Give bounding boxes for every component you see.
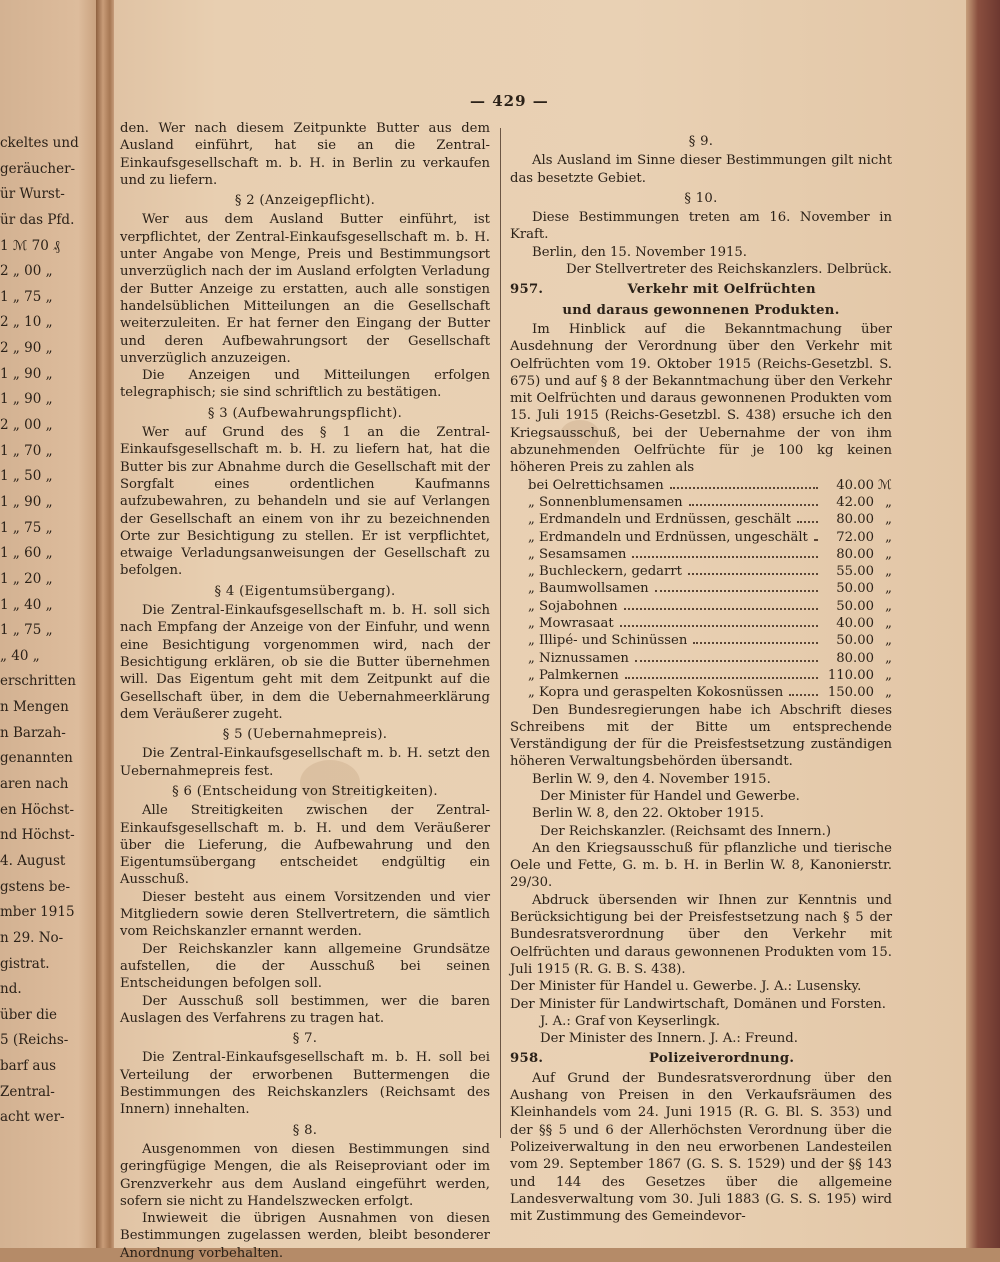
decree-957-signature: Der Minister für Handel und Gewerbe. <box>540 788 800 804</box>
price-row <box>510 632 892 649</box>
decree-958-title <box>510 1050 892 1067</box>
decree-957-date: Berlin W. 9, den 4. November 1915. <box>532 771 771 787</box>
decree-957-paragraph: Im Hinblick auf die Bekanntmachung über Ausdehnung der Verordnung über den Verkehr mit Oelfrüchten vom 19. Oktober 1915 (Reichs-Gesetzbl. S. 675) und auf § 8 der Bekanntmachung über den Verkehr mit Oelfrüchten und daraus gewonnenen Produkten vom 15. Juli 1915 (Reichs-Gesetzbl. S. 438) ersuche ich den Kriegsausschuß, bei der Uebernahme der von ihm abzunehmenden Oelfrüchte für je 100 kg keinen höheren Preis zu zahlen als <box>510 321 892 476</box>
section-6-paragraph: Alle Streitigkeiten zwischen der Zentral-Einkaufsgesellschaft m. b. H. und dem Veräußerer über die Lieferung, die Aufbewahrung und den Eigentumsübergang entscheidet endgültig ein Ausschuß. <box>120 803 490 888</box>
price-row <box>510 615 892 632</box>
section-4-heading: § 4 (Eigentumsübergang). <box>214 583 396 599</box>
left-page-fragment-line: n Mengen <box>0 699 69 716</box>
price-item-unit: „ <box>885 685 892 701</box>
left-page-fragment-line: 1 „ 75 „ <box>0 622 53 639</box>
section-5-paragraph: Die Zentral-Einkaufsgesellschaft m. b. H. setzt den Uebernahmepreis fest. <box>120 746 490 779</box>
section-10-paragraph: Diese Bestimmungen treten am 16. November in Kraft. <box>510 210 892 243</box>
left-page-fragment-line: ckeltes und <box>0 135 79 151</box>
price-row <box>510 580 892 597</box>
left-page-fragment-line: über die <box>0 1006 58 1023</box>
section-8-heading: § 8. <box>292 1122 318 1138</box>
page-number: — 429 — <box>470 92 549 110</box>
price-item-value: 80.00 <box>836 546 874 562</box>
price-item-unit: „ <box>885 633 892 649</box>
price-item-name: „ Baumwollsamen <box>528 581 649 597</box>
price-item-value: 72.00 <box>836 529 874 545</box>
decree-957-title-line1: Verkehr mit Oelfrüchten <box>627 282 816 298</box>
price-item-unit: „ <box>885 512 892 528</box>
left-page-fragment-line: gstens be- <box>0 878 71 895</box>
price-item-value: 50.00 <box>836 598 874 614</box>
left-page-fragment-line: n 29. No- <box>0 929 64 946</box>
left-page-fragment-line: geräucher- <box>0 160 76 177</box>
left-page-fragment-line: barf aus <box>0 1058 57 1075</box>
decree-957-signature: Der Minister für Landwirtschaft, Domänen und Forsten. <box>510 996 886 1012</box>
left-page-fragment-line: 1 „ 75 „ <box>0 519 53 536</box>
section-6-paragraph: Der Reichskanzler kann allgemeine Grundsätze aufstellen, die der Ausschuß bei seinen Entscheidungen befolgen soll. <box>120 941 490 992</box>
decree-957-paragraph: Den Bundesregierungen habe ich Abschrift dieses Schreibens mit der Bitte um entsprechende Verständigung der für die Preisfestsetzung zuständigen höheren Verwaltungsbehörden übersandt. <box>510 702 892 770</box>
left-page-fragment-line: Zentral- <box>0 1083 55 1100</box>
price-item-unit: „ <box>885 529 892 545</box>
price-item-value: 50.00 <box>836 581 874 597</box>
price-row <box>510 684 892 701</box>
price-item-value: 40.00 <box>836 616 874 632</box>
price-item-name: „ Erdmandeln und Erdnüssen, geschält <box>528 512 791 528</box>
left-page-fragment-line: 1 „ 70 „ <box>0 442 53 459</box>
left-page-fragment-line: 2 „ 10 „ <box>0 314 53 331</box>
left-page-fragment-line: 4. August <box>0 852 66 869</box>
decree-957-signature: Der Minister für Handel u. Gewerbe. J. A.: Lusensky. <box>510 979 862 995</box>
left-page-fragment-line: genannten <box>0 750 73 767</box>
left-page-fragment-line: n Barzah- <box>0 724 66 741</box>
section-10-heading: § 10. <box>684 190 718 206</box>
left-column <box>120 120 490 1262</box>
left-page-fragment-line: 1 ℳ 70 ₰ <box>0 237 60 254</box>
decree-957-signature: J. A.: Graf von Keyserlingk. <box>540 1013 721 1029</box>
price-item-name: „ Kopra und geraspelten Kokosnüssen <box>528 685 784 701</box>
decree-957-number: 957. <box>510 282 544 298</box>
price-item-name: „ Mowrasaat <box>528 616 614 632</box>
price-row <box>510 494 892 511</box>
section-8-paragraph: Ausgenommen von diesen Bestimmungen sind geringfügige Mengen, die als Reiseproviant oder im Grenzverkehr aus dem Ausland eingeführt werden, sofern sie nicht zu Handelszwecken erfolgt. <box>120 1141 490 1209</box>
price-item-unit: „ <box>885 667 892 683</box>
dot-leader <box>814 539 818 541</box>
price-item-value: 150.00 <box>827 685 874 701</box>
section-3-paragraph: Wer auf Grund des § 1 an die Zentral-Einkaufsgesellschaft m. b. H. zu liefern hat, hat die Butter bis zur Abnahme durch die Gesellschaft mit der Sorgfalt eines ordentlichen Kaufmanns aufzubewahren, zu behandeln und sie auf Verlangen der Gesellschaft an einem von ihr zu bezeichnenden Orte zur Besichtigung zu stellen. Er ist verpflichtet, etwaige Verladungsanweisungen der Gesellschaft zu befolgen. <box>120 425 490 579</box>
dot-leader <box>620 625 818 627</box>
price-item-name: „ Sojabohnen <box>528 598 618 614</box>
price-item-value: 50.00 <box>836 633 874 649</box>
left-page-fragment-line: 5 (Reichs- <box>0 1032 69 1049</box>
price-item-unit: „ <box>885 494 892 510</box>
price-item-value: 80.00 <box>836 512 874 528</box>
section-9-paragraph: Als Ausland im Sinne dieser Bestimmungen gilt nicht das besetzte Gebiet. <box>510 153 892 186</box>
price-item-name: „ Sonnenblumensamen <box>528 494 683 510</box>
left-page-fragment-line: mber 1915 <box>0 904 75 921</box>
left-page-fragment-line: 2 „ 00 „ <box>0 417 53 434</box>
price-item-value: 40.00 <box>836 477 874 493</box>
price-list <box>510 477 892 702</box>
left-page-fragment-line: 1 „ 50 „ <box>0 468 53 485</box>
left-page-fragment-line: „ 40 „ <box>0 647 40 664</box>
price-item-name: „ Erdmandeln und Erdnüssen, ungeschält <box>528 529 808 545</box>
price-item-unit: „ <box>885 581 892 597</box>
decree-957-paragraph: Abdruck übersenden wir Ihnen zur Kenntnis und Berücksichtigung bei der Preisfestsetzung nach § 5 der Bundesratsverordnung über den Verkehr mit Oelfrüchten und daraus gewonnenen Produkten vom 15. Juli 1915 (R. G. B. S. 438). <box>510 892 892 977</box>
left-page-fragment-line: ür das Pfd. <box>0 211 75 228</box>
right-column <box>510 130 892 1225</box>
section-7-heading: § 7. <box>292 1031 318 1047</box>
column-divider <box>500 128 501 1138</box>
dot-leader <box>624 608 818 610</box>
section-10-date: Berlin, den 15. November 1915. <box>532 244 747 260</box>
decree-957-title <box>510 281 892 298</box>
price-item-name: „ Buchleckern, gedarrt <box>528 564 682 580</box>
dot-leader <box>789 694 818 696</box>
dot-leader <box>632 556 818 558</box>
section-9-heading: § 9. <box>688 134 714 149</box>
dot-leader <box>693 642 818 644</box>
section-6-paragraph: Der Ausschuß soll bestimmen, wer die baren Auslagen des Verfahrens zu tragen hat. <box>120 993 490 1026</box>
section-6-heading: § 6 (Entscheidung von Streitigkeiten). <box>172 783 438 799</box>
dot-leader <box>635 660 818 662</box>
price-item-unit: „ <box>885 564 892 580</box>
dot-leader <box>689 504 818 506</box>
left-page-fragment-line: nd Höchst- <box>0 827 75 844</box>
price-row <box>510 546 892 563</box>
left-page-fragment-line: 1 „ 90 „ <box>0 493 53 510</box>
price-row <box>510 563 892 580</box>
price-row <box>510 598 892 615</box>
price-row <box>510 529 892 546</box>
price-item-unit: ℳ <box>877 477 892 493</box>
price-item-name: bei Oelrettichsamen <box>528 477 664 493</box>
decree-957-date: Berlin W. 8, den 22. Oktober 1915. <box>532 806 764 822</box>
left-page-fragment-line: 1 „ 20 „ <box>0 570 53 587</box>
price-item-unit: „ <box>885 546 892 562</box>
left-page-fragment-line: gistrat. <box>0 955 50 972</box>
price-row <box>510 650 892 667</box>
decree-957-title-line2: und daraus gewonnenen Produkten. <box>562 302 840 318</box>
decree-958-number: 958. <box>510 1051 544 1067</box>
section-2-paragraph: Die Anzeigen und Mitteilungen erfolgen telegraphisch; sie sind schriftlich zu bestätigen. <box>120 368 490 401</box>
left-page-fragment-line: 2 „ 00 „ <box>0 263 53 280</box>
price-row <box>510 477 892 494</box>
price-item-name: „ Illipé- und Schinüssen <box>528 633 688 649</box>
decree-957-signature: Der Minister des Innern. J. A.: Freund. <box>540 1031 798 1047</box>
dot-leader <box>797 521 818 523</box>
left-page-fragment-line: acht wer- <box>0 1109 65 1126</box>
left-page-fragment-line: 1 „ 75 „ <box>0 288 53 305</box>
section-5-heading: § 5 (Uebernahmepreis). <box>222 727 388 743</box>
price-row <box>510 511 892 528</box>
book-binding <box>96 0 116 1248</box>
dot-leader <box>688 573 818 575</box>
left-page-fragment-line: en Höchst- <box>0 801 75 818</box>
decree-957-addressee: An den Kriegsausschuß für pflanzliche und tierische Oele und Fette, G. m. b. H. in Berlin W. 8, Kanonierstr. 29/30. <box>510 840 892 891</box>
price-item-unit: „ <box>885 650 892 666</box>
left-page-fragment-line: 1 „ 40 „ <box>0 596 53 613</box>
dot-leader <box>625 677 818 679</box>
price-item-value: 55.00 <box>836 564 874 580</box>
price-row <box>510 667 892 684</box>
price-item-unit: „ <box>885 616 892 632</box>
left-page-fragment-line: nd. <box>0 981 22 998</box>
section-2-paragraph: Wer aus dem Ausland Butter einführt, ist verpflichtet, der Zentral-Einkaufsgesellschaft m. b. H. unter Angabe von Menge, Preis und Bestimmungsort unverzüglich nach der im Ausland erfolgten Verladung der Butter Anzeige zu erstatten, auch alle sonstigen handelsüblichen Mitteilungen an die Gesellschaft weiterzuleiten. Er hat ferner den Eingang der Butter und deren Aufbewahrungsort der Gesellschaft unverzüglich anzuzeigen. <box>120 212 490 366</box>
book-cover-edge <box>966 0 1000 1248</box>
left-page-fragment-line: aren nach <box>0 776 69 793</box>
left-page-fragment-line: ür Wurst- <box>0 186 65 203</box>
section-7-paragraph: Die Zentral-Einkaufsgesellschaft m. b. H. soll bei Verteilung der erworbenen Buttermengen die Bestimmungen des Reichskanzlers (Reichsamt des Innern) innehalten. <box>120 1050 490 1118</box>
left-page-fragment <box>0 0 98 1248</box>
decree-958-title-text: Polizeiverordnung. <box>649 1051 795 1067</box>
price-item-unit: „ <box>885 598 892 614</box>
price-item-name: „ Niznussamen <box>528 650 629 666</box>
intro-paragraph: den. Wer nach diesem Zeitpunkte Butter aus dem Ausland einführt, hat sie an die Zentral-Einkaufsgesellschaft m. b. H. in Berlin zu verkaufen und zu liefern. <box>120 121 490 188</box>
left-page-fragment-line: 1 „ 90 „ <box>0 365 53 382</box>
left-page-fragment-line: erschritten <box>0 673 76 690</box>
price-item-value: 80.00 <box>836 650 874 666</box>
price-item-name: „ Palmkernen <box>528 667 619 683</box>
section-6-paragraph: Dieser besteht aus einem Vorsitzenden und vier Mitgliedern sowie deren Stellvertretern, die sämtlich vom Reichskanzler ernannt werden. <box>120 889 490 940</box>
section-4-paragraph: Die Zentral-Einkaufsgesellschaft m. b. H. soll sich nach Empfang der Anzeige von der Einfuhr, und wenn eine Besichtigung vorgenommen wird, nach der Besichtigung erklären, ob sie die Butter übernehmen will. Das Eigentum geht mit dem Zeitpunkt auf die Gesellschaft über, in dem die Uebernahmeerklärung dem Veräußerer zugeht. <box>120 603 490 722</box>
left-page-fragment-line: 1 „ 60 „ <box>0 545 53 562</box>
price-item-value: 42.00 <box>836 494 874 510</box>
decree-958-paragraph: Auf Grund der Bundesratsverordnung über den Aushang von Preisen in den Verkaufsräumen des Kleinhandels vom 24. Juni 1915 (R. G. Bl. S. 353) und der §§ 5 und 6 der Allerhöchsten Verordnung über die Polizeiverwaltung in den neu erworbenen Landesteilen vom 29. September 1867 (G. S. S. 1529) und der §§ 143 und 144 des Gesetzes über die allgemeine Landesverwaltung vom 30. Juli 1883 (G. S. S. 195) wird mit Zustimmung des Gemeindevor- <box>510 1070 892 1225</box>
decree-957-signature: Der Reichskanzler. (Reichsamt des Innern.) <box>540 823 831 839</box>
section-10-signature: Der Stellvertreter des Reichskanzlers. Delbrück. <box>566 262 892 278</box>
left-page-fragment-line: 1 „ 90 „ <box>0 391 53 408</box>
section-3-heading: § 3 (Aufbewahrungspflicht). <box>207 405 403 421</box>
section-8-paragraph: Inwieweit die übrigen Ausnahmen von diesen Bestimmungen zugelassen werden, bleibt besonderer Anordnung vorbehalten. <box>120 1211 490 1261</box>
price-item-name: „ Sesamsamen <box>528 546 627 562</box>
price-item-value: 110.00 <box>827 667 874 683</box>
dot-leader <box>655 590 818 592</box>
section-2-heading: § 2 (Anzeigepflicht). <box>234 193 376 209</box>
left-page-fragment-line: 2 „ 90 „ <box>0 340 53 357</box>
dot-leader <box>670 487 818 489</box>
